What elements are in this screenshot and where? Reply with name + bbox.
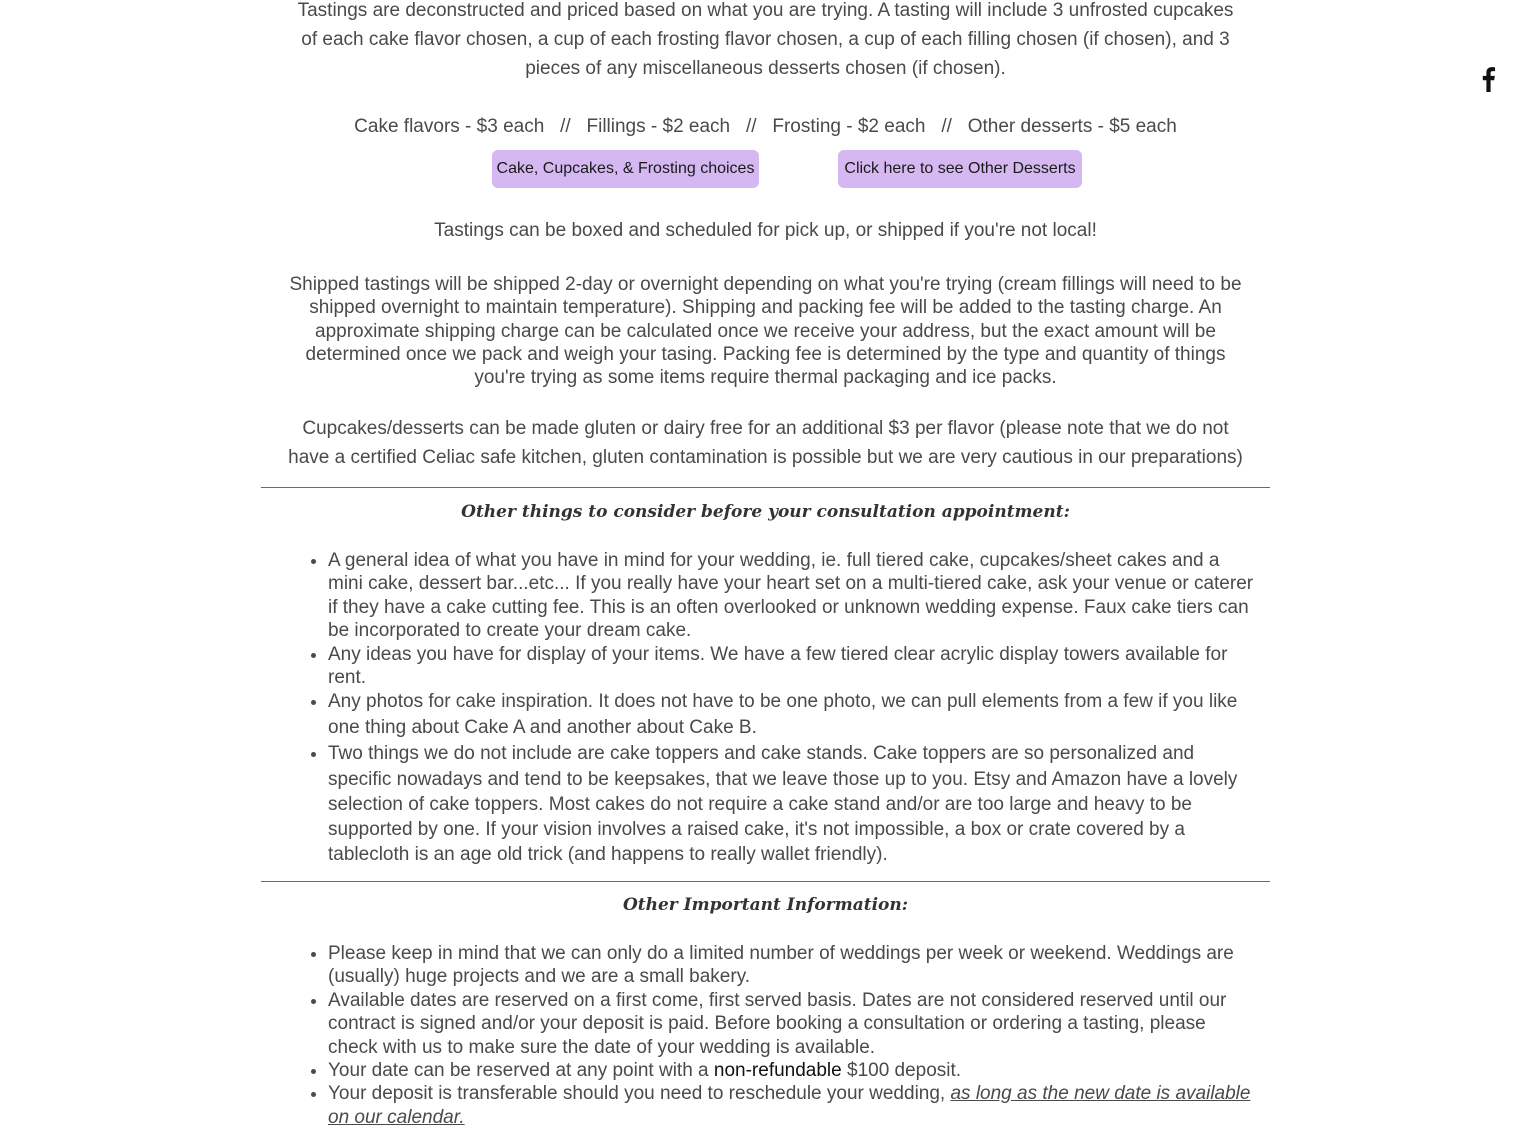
list-item: • Any photos for cake inspiration. It does not have to be one photo, we can pull elements from a few if you like one thing about Cake A and another about Cake B. [328, 689, 1258, 741]
transferable-text: Your deposit is transferable should you need to reschedule your wedding, [328, 1083, 951, 1105]
list-item: • Please keep in mind that we can only do a limited number of weddings per week or weekend. Weddings are (usually) huge projects and we are a small bakery. [328, 942, 1258, 989]
list-item [328, 1082, 1258, 1129]
list-item: • Two things we do not include are cake toppers and cake stands. Cake toppers are so personalized and specific nowadays and tend to be keepsakes, that we leave those up to you. Etsy and Amazon have a lovely selection of cake toppers. Most cakes do not require a cake stand and/or are too large and heavy to be supported by one. If your vision involves a raised cake, it's not impossible, a box or crate covered by a tablecloth is an age old trick (and happens to really wallet friendly). [328, 741, 1258, 867]
other-desserts-button[interactable]: Click here to see Other Desserts [838, 150, 1082, 188]
facebook-icon[interactable] [1478, 66, 1498, 92]
important-info-list [308, 942, 1258, 1129]
section-divider [261, 487, 1270, 488]
deposit-text-start: Your date can be reserved at any point with a [328, 1060, 714, 1082]
list-item: • A general idea of what you have in mind for your wedding, ie. full tiered cake, cupcakes/sheet cakes and a mini cake, dessert bar...etc... If you really have your heart set on a multi-tiered cake, ask your venue or caterer if they have a cake cutting fee. This is an often overlooked or unknown wedding expense. Faux cake tiers can be incorporated to create your dream cake. [328, 549, 1258, 643]
calendar-availability-emphasis: as long as the new date is available on our calendar. [328, 1083, 1251, 1128]
cake-cupcakes-frosting-button[interactable]: Cake, Cupcakes, & Frosting choices [492, 150, 759, 188]
tasting-pricing-text: Cake flavors - $3 each // Fillings - $2 each // Frosting - $2 each // Other desserts - $5 each [354, 116, 1177, 137]
list-item: • Any ideas you have for display of your items. We have a few tiered clear acrylic display towers available for rent. [328, 643, 1258, 690]
boxed-tastings-text: Tastings can be boxed and scheduled for pick up, or shipped if you're not local! [434, 220, 1097, 241]
gluten-dairy-free-text: Cupcakes/desserts can be made gluten or dairy free for an additional $3 per flavor (please note that we do not have a certified Celiac safe kitchen, gluten contamination is possible but we are very cautious in our preparations) [288, 418, 1243, 468]
deposit-text-end: $100 deposit. [841, 1060, 962, 1082]
important-info-heading: Other Important Information: [622, 895, 909, 915]
section-divider [261, 881, 1270, 882]
list-item [328, 1059, 1258, 1082]
consultation-list [308, 549, 1258, 867]
list-item: • Available dates are reserved on a first come, first served basis. Dates are not considered reserved until our contract is signed and/or your deposit is paid. Before booking a consultation or ordering a tasting, please check with us to make sure the date of your wedding is available. [328, 989, 1258, 1059]
shipped-tastings-text: Shipped tastings will be shipped 2-day or overnight depending on what you're trying (cream fillings will need to be shipped overnight to maintain temperature). Shipping and packing fee will be added to the tasting charge. An approximate shipping charge can be calculated once we receive your address, but the exact amount will be determined once we pack and weigh your tasing. Packing fee is determined by the type and quantity of things you're trying as some items require thermal packaging and ice packs. [289, 274, 1242, 389]
tasting-intro-text: Tastings are deconstructed and priced based on what you are trying. A tasting will include 3 unfrosted cupcakes of each cake flavor chosen, a cup of each frosting flavor chosen, a cup of each filling chosen (if chosen), and 3 pieces of any miscellaneous desserts chosen (if chosen). [297, 0, 1234, 79]
non-refundable-emphasis: non-refundable [713, 1060, 842, 1082]
consultation-heading: Other things to consider before your consultation appointment: [461, 502, 1070, 522]
